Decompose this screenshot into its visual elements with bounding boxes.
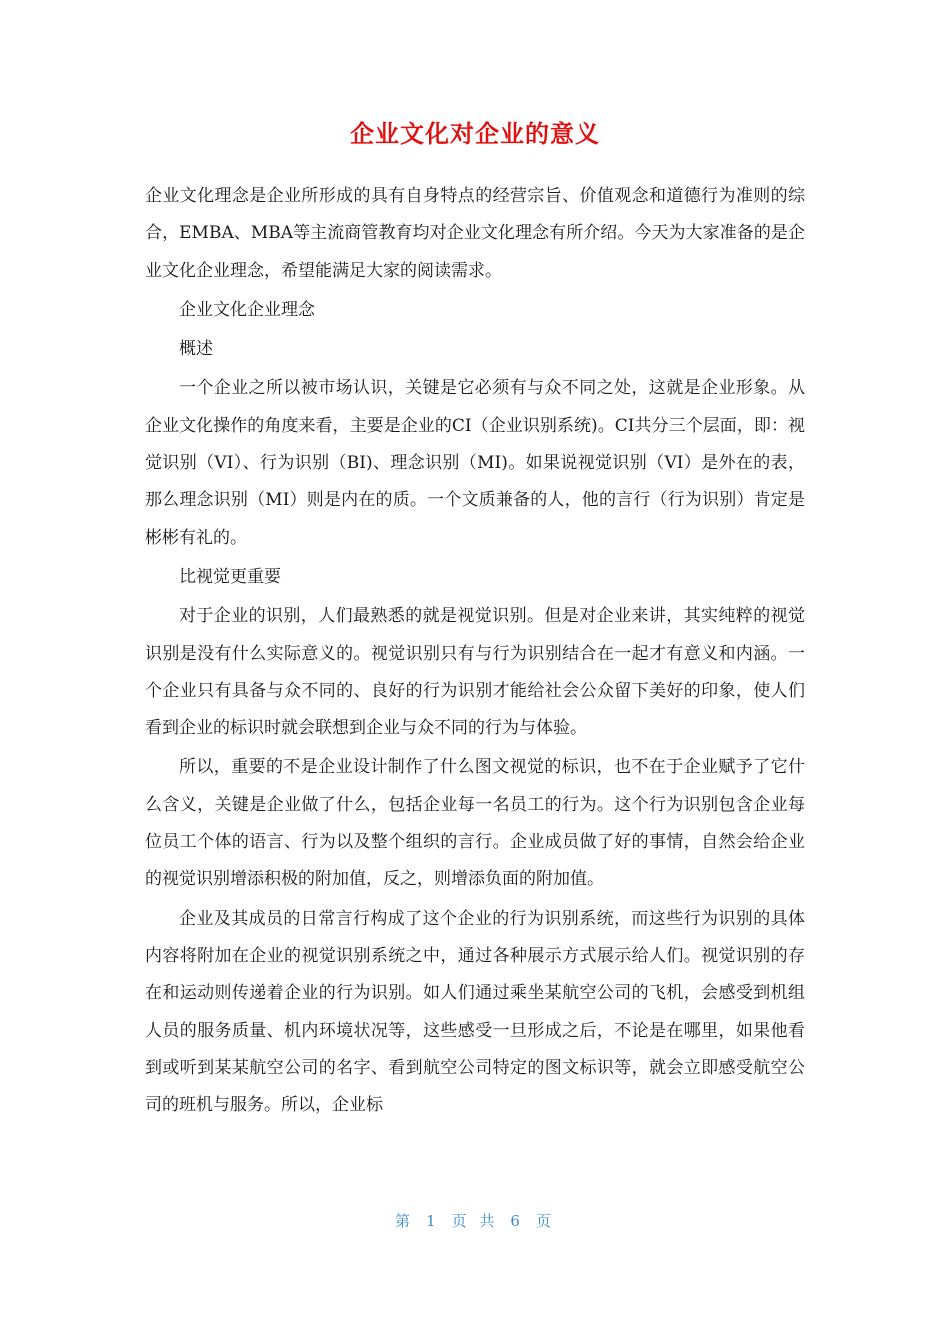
- footer-label-of: 页 共: [451, 1212, 499, 1230]
- paragraph-heading-important: 比视觉更重要: [179, 566, 281, 587]
- paragraph-visual-identity: 对于企业的识别，人们最熟悉的就是视觉识别。但是对企业来讲，其实纯粹的视觉识别是没有什么实际意义的。视觉识别只有与行为识别结合在一起才有意义和内涵。一个企业只有具备与众不同的、良好的行为识别才能给社会公众留下美好的印象，使人们看到企业的标识时就会联想到企业与众不同的行为与体验。: [145, 606, 805, 739]
- paragraph-airline-example: 企业及其成员的日常言行构成了这个企业的行为识别系统，而这些行为识别的具体内容将附加在企业的视觉识别系统之中，通过各种展示方式展示给人们。视觉识别的存在和运动则传递着企业的行为识别。如人们通过乘坐某航空公司的飞机，会感受到机组人员的服务质量、机内环境状况等，这些感受一旦形成之后，不论是在哪里，如果他看到或听到某某航空公司的名字、看到航空公司特定的图文标识等，就会立即感受航空公司的班机与服务。所以，企业标: [145, 908, 805, 1116]
- paragraph-ci-system: 一个企业之所以被市场认识，关键是它必须有与众不同之处，这就是企业形象。从企业文化操作的角度来看，主要是企业的CI（企业识别系统)。CI共分三个层面，即：视觉识别（VI）、行为识别（BI)、理念识别（MI)。如果说视觉识别（VI）是外在的表，那么理念识别（MI）则是内在的质。一个文质兼备的人，他的言行（行为识别）肯定是彬彬有礼的。: [145, 378, 805, 548]
- document-title: 企业文化对企业的意义: [350, 120, 600, 148]
- paragraph-heading-concept: 企业文化企业理念: [179, 299, 315, 320]
- footer-total-pages: 6: [510, 1212, 524, 1230]
- document-page: [145, 112, 805, 1126]
- page-footer: [0, 1210, 950, 1231]
- footer-current-page: 1: [426, 1212, 440, 1230]
- paragraph-intro: 企业文化理念是企业所形成的具有自身特点的经营宗旨、价值观念和道德行为准则的综合，EMBA、MBA等主流商管教育均对企业文化理念有所介绍。今天为大家准备的是企业文化企业理念，希望能满足大家的阅读需求。: [145, 186, 805, 281]
- footer-label-page: 第: [395, 1212, 415, 1230]
- paragraph-heading-overview: 概述: [179, 339, 213, 360]
- paragraph-behavior-identity: 所以，重要的不是企业设计制作了什么图文视觉的标识，也不在于企业赋予了它什么含义，关键是企业做了什么，包括企业每一名员工的行为。这个行为识别包含企业每位员工个体的语言、行为以及整个组织的言行。企业成员做了好的事情，自然会给企业的视觉识别增添积极的附加值，反之，则增添负面的附加值。: [145, 757, 805, 890]
- footer-label-pages: 页: [535, 1212, 555, 1230]
